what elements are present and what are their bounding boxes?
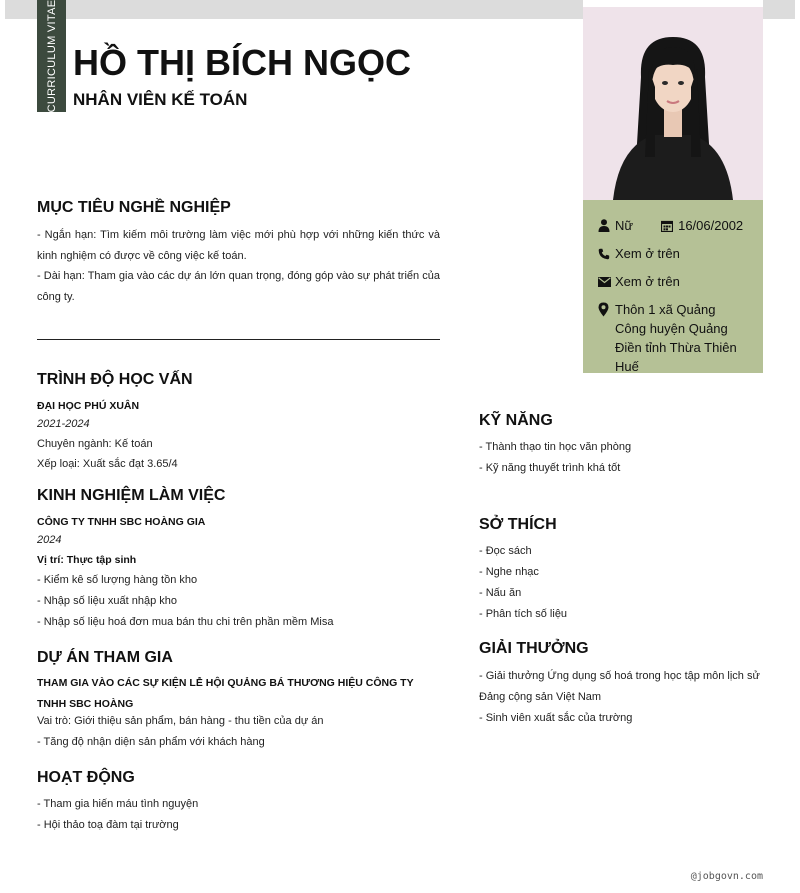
skill-item: - Kỹ năng thuyết trình khá tốt [479,462,621,474]
projects-title: DỰ ÁN THAM GIA [37,649,173,666]
education-major: Chuyên ngành: Kế toán [37,438,153,450]
activity-item: - Tham gia hiến máu tình nguyện [37,798,199,810]
hobby-item: - Phân tích số liệu [479,608,568,620]
activities-title: HOẠT ĐỘNG [37,769,135,786]
email-row [598,272,749,291]
education-title: TRÌNH ĐỘ HỌC VẤN [37,371,193,388]
hobby-item: - Nghe nhạc [479,566,539,578]
activity-item: - Hội thảo toạ đàm tại trường [37,819,179,831]
hobbies-title: SỞ THÍCH [479,516,557,533]
experience-task: - Nhập số liệu hoá đơn mua bán thu chi trên phần mềm Misa [37,616,334,628]
phone-icon [598,244,612,263]
person-icon [598,216,612,235]
project-role: Vai trò: Giới thiệu sản phẩm, bán hàng - thu tiền của dự án [37,715,324,727]
photo-frame [583,0,763,200]
experience-title: KINH NGHIỆM LÀM VIỆC [37,487,226,504]
skills-title: KỸ NĂNG [479,412,553,429]
address-row [598,300,749,376]
project-detail: - Tăng độ nhận diện sản phẩm với khách hàng [37,736,265,748]
cv-vertical-tab [37,0,66,112]
address: Thôn 1 xã Quảng Công huyện Quảng Điền tỉnh Thừa Thiên Huế [615,302,737,374]
education-school: ĐẠI HỌC PHÚ XUÂN [37,400,140,412]
profile-photo [583,7,763,200]
skill-item: - Thành thạo tin học văn phòng [479,441,632,453]
experience-task: - Nhập số liệu xuất nhập kho [37,595,178,607]
experience-task: - Kiểm kê số lượng hàng tồn kho [37,574,198,586]
objective-title: MỤC TIÊU NGHỀ NGHIỆP [37,199,231,216]
contact-panel [583,200,763,373]
envelope-icon [598,272,612,291]
section-divider [37,339,440,340]
award-item: - Giải thưởng Ứng dụng số hoá trong học tập môn lịch sử Đảng cộng sản Việt Nam [479,670,760,703]
experience-year: 2024 [37,534,62,546]
watermark: @jobgovn.com [690,871,763,882]
gender: Nữ [615,218,634,233]
project-name: THAM GIA VÀO CÁC SỰ KIỆN LỄ HỘI QUẢNG BÁ THƯƠNG HIỆU CÔNG TY TNHH SBC HOÀNG [37,677,414,710]
calendar-icon [661,216,675,235]
cv-label: CURRICULUM VITAE [45,0,58,113]
education-grade: Xếp loại: Xuất sắc đạt 3.65/4 [37,458,178,470]
hobby-item: - Nấu ăn [479,587,522,599]
candidate-name: HỒ THỊ BÍCH NGỌC [73,42,411,83]
award-item: - Sinh viên xuất sắc của trường [479,712,633,724]
gender-birthdate-row [598,216,749,235]
location-pin-icon [598,300,612,319]
experience-company: CÔNG TY TNHH SBC HOÀNG GIA [37,516,206,528]
birthdate: 16/06/2002 [678,218,744,233]
phone-row [598,244,749,263]
phone: Xem ở trên [615,246,680,261]
education-years: 2021-2024 [37,418,90,430]
experience-position: Vị trí: Thực tập sinh [37,554,137,566]
awards-title: GIẢI THƯỞNG [479,640,589,657]
objective-long-term: - Dài hạn: Tham gia vào các dự án lớn quan trọng, đóng góp vào sự phát triển của công ty. [37,270,440,303]
hobby-item: - Đọc sách [479,545,532,557]
objective-short-term: - Ngắn hạn: Tìm kiếm môi trường làm việc mới phù hợp với những kiến thức và kinh nghiệm có được về công việc kế toán. [37,229,440,262]
email: Xem ở trên [615,274,680,289]
job-title: NHÂN VIÊN KẾ TOÁN [73,90,248,109]
